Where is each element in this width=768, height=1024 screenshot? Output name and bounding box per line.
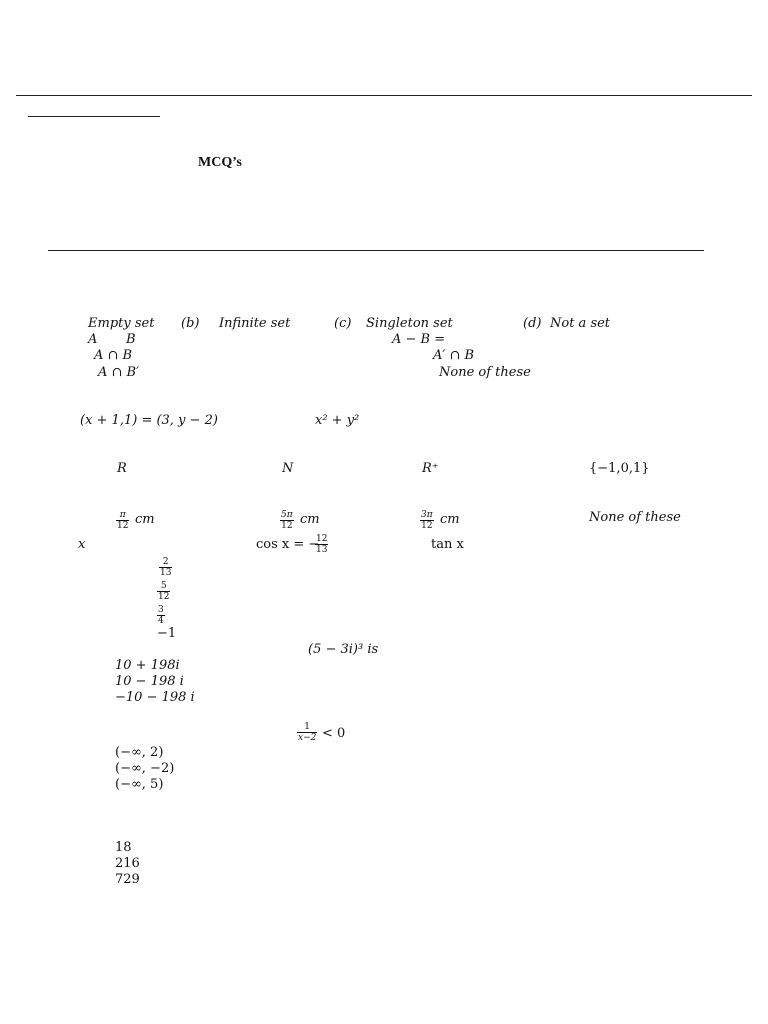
fraction-denominator: 13 bbox=[160, 568, 172, 578]
q8-option-c: (−∞, 5) bbox=[115, 777, 164, 792]
q5-option-d: None of these bbox=[589, 510, 681, 525]
fraction-numerator: 1 bbox=[304, 722, 311, 732]
q6-cos-prefix: cos x = − bbox=[256, 537, 320, 552]
q1-option-a: Empty set bbox=[88, 316, 155, 331]
q2-set-a: A bbox=[88, 332, 98, 347]
q1-option-b-label: (b) bbox=[181, 316, 200, 331]
q1-option-c: Singleton set bbox=[366, 316, 453, 331]
q6-option-b-fraction bbox=[157, 581, 170, 602]
fraction-numerator: 3 bbox=[158, 605, 164, 615]
q9-option-c: 729 bbox=[115, 872, 140, 887]
fraction-denominator: 4 bbox=[158, 616, 164, 626]
fraction-numerator: π bbox=[119, 510, 126, 520]
fraction-denominator: 12 bbox=[158, 592, 170, 602]
q4-option-a: R bbox=[117, 461, 127, 476]
q6-cos-fraction bbox=[315, 534, 328, 555]
page-title: MCQ’s bbox=[198, 155, 242, 170]
q8-relation: < 0 bbox=[322, 726, 346, 741]
q6-option-c-fraction bbox=[157, 605, 165, 626]
q5-option-b-unit: cm bbox=[300, 512, 320, 527]
q7-option-b: 10 − 198 i bbox=[115, 674, 184, 689]
q2-option-a: A ∩ B bbox=[94, 348, 133, 363]
q6-variable: x bbox=[78, 537, 86, 552]
q6-tan: tan x bbox=[431, 537, 464, 552]
q2-option-b: A′ ∩ B bbox=[433, 348, 475, 363]
q6-option-d: −1 bbox=[157, 626, 177, 641]
fraction-denominator: x−2 bbox=[298, 733, 317, 743]
q8-option-b: (−∞, −2) bbox=[115, 761, 175, 776]
fraction-numerator: 2 bbox=[162, 557, 169, 567]
fraction-denominator: 12 bbox=[421, 521, 433, 531]
q8-fraction bbox=[297, 722, 317, 743]
q1-option-b: Infinite set bbox=[219, 316, 291, 331]
short-rule bbox=[28, 116, 160, 117]
q3-equation: (x + 1,1) = (3, y − 2) bbox=[80, 413, 218, 428]
fraction-denominator: 12 bbox=[117, 521, 129, 531]
q9-option-b: 216 bbox=[115, 856, 140, 871]
q7-stem: (5 − 3i)³ is bbox=[308, 642, 379, 657]
top-rule bbox=[16, 95, 752, 96]
section-rule bbox=[48, 250, 704, 251]
q1-option-c-label: (c) bbox=[334, 316, 352, 331]
q6-option-a-fraction bbox=[159, 557, 172, 578]
q2-stem: A − B = bbox=[392, 332, 446, 347]
q5-option-a-fraction bbox=[116, 510, 129, 531]
q2-option-c: A ∩ B′ bbox=[98, 365, 140, 380]
fraction-numerator: 5 bbox=[160, 581, 167, 591]
fraction-numerator: 3π bbox=[421, 510, 433, 520]
q5-option-c-unit: cm bbox=[440, 512, 460, 527]
fraction-numerator: 5π bbox=[281, 510, 293, 520]
q7-option-a: 10 + 198i bbox=[115, 658, 180, 673]
q5-option-c-fraction bbox=[420, 510, 434, 531]
q1-option-d: Not a set bbox=[550, 316, 611, 331]
fraction-numerator: 12 bbox=[316, 534, 328, 544]
q8-option-a: (−∞, 2) bbox=[115, 745, 164, 760]
q2-set-b: B bbox=[126, 332, 136, 347]
q1-option-d-label: (d) bbox=[523, 316, 542, 331]
q3-expression: x² + y² bbox=[315, 413, 360, 428]
q5-option-b-fraction bbox=[280, 510, 294, 531]
q2-option-d: None of these bbox=[439, 365, 531, 380]
q7-option-c: −10 − 198 i bbox=[115, 690, 195, 705]
fraction-denominator: 12 bbox=[281, 521, 293, 531]
fraction-denominator: 13 bbox=[316, 545, 328, 555]
q5-option-a-unit: cm bbox=[135, 512, 155, 527]
q9-option-a: 18 bbox=[115, 840, 132, 855]
q4-option-c: R⁺ bbox=[422, 461, 439, 476]
q4-option-b: N bbox=[282, 461, 294, 476]
q4-option-d: {−1,0,1} bbox=[589, 461, 650, 476]
